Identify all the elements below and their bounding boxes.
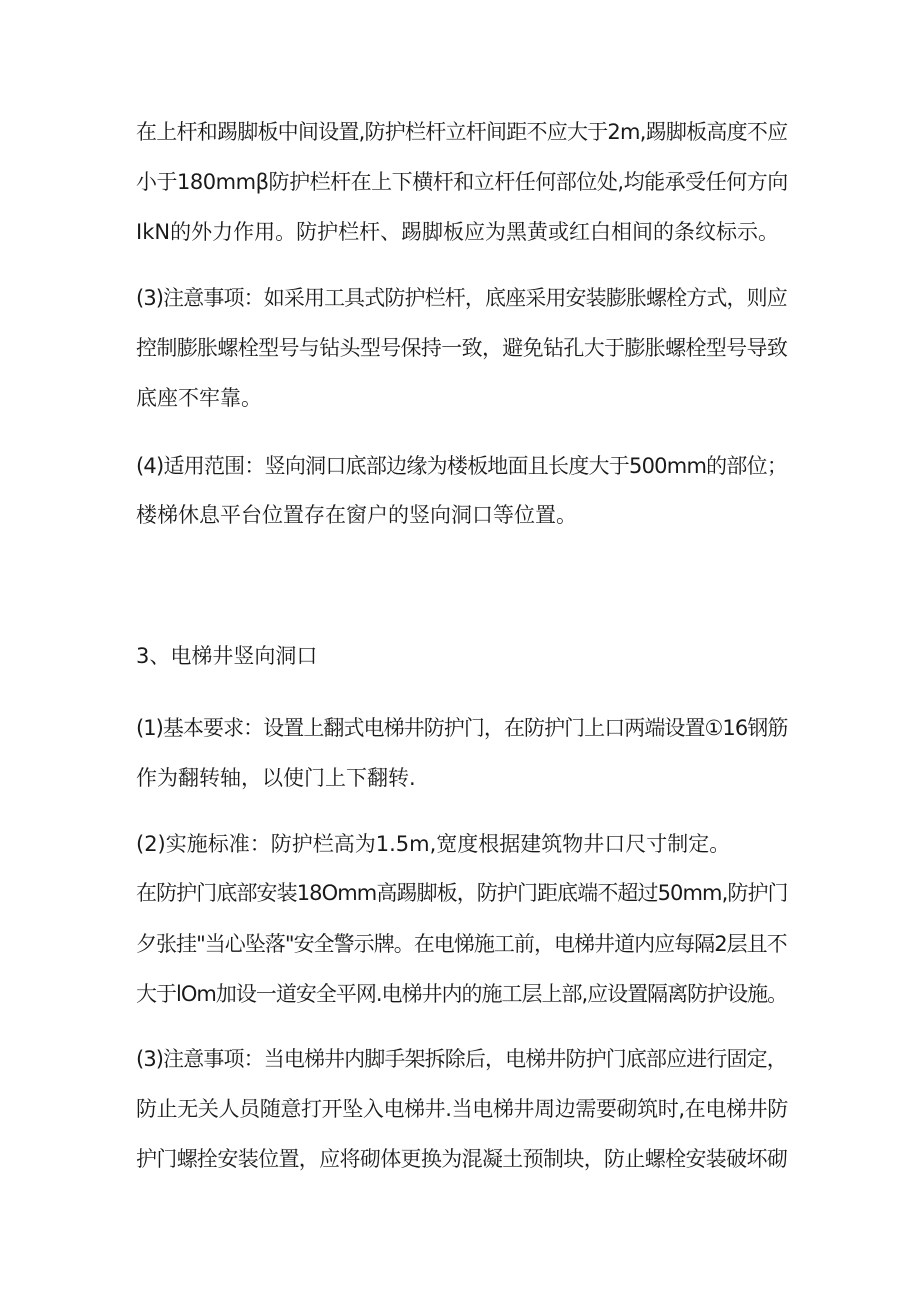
paragraph-5-line-1: (2)实施标准：防护栏高为1.5m,宽度根据建筑物井口尺寸制定。 [136,832,731,856]
paragraph-1-line-3: IkN的外力作用。防护栏杆、踢脚板应为黑黄或红白相间的条纹标示。 [136,220,780,244]
paragraph-5-line-3: 夕张挂"当心坠落"安全警示牌。在电悌施工前，电梯井道内应每隔2层且不 [136,932,787,956]
paragraph-2-line-2: 控制膨胀螺栓型号与钻头型号保持一致，避免钻孔大于膨胀螺栓型号导致 [136,336,788,360]
paragraph-1-line-1: 在上杆和踢脚板中间设置,防护栏杆立杆间距不应大于2m,踢脚板高度不应 [136,120,788,144]
paragraph-3-line-1: (4)适用范围：竖向洞口底部边缘为楼板地面且长度大于500mm的部位； [136,454,788,478]
paragraph-6-line-3: 护门螺拴安装位置，应将砌体更换为混凝土预制块，防止螺栓安装破坏砌 [136,1147,788,1171]
paragraph-3-line-2: 楼梯休息平台位置存在窗户的竖向洞口等位置。 [136,503,577,527]
paragraph-4-line-2: 作为翻转轴，以使门上下翻转. [136,766,416,790]
paragraph-4-line-1: (1)基本要求：设置上翻式电梯井防护门，在防护门上口两端设置①16钢筋 [136,716,788,740]
paragraph-6-line-2: 防止无关人员随意打开坠入电梯井.当电梯井周边需要砌筑时,在电梯井防 [136,1097,788,1121]
paragraph-2-line-3: 底座不牢靠。 [136,386,262,410]
paragraph-2-line-1: (3)注意事项：如采用工具式防护栏杆，底座采用安装膨胀螺栓方式，则应 [136,286,787,310]
paragraph-5-line-4: 大于lOm加设一道安全平网.电梯井内的施工层上部,应设置隔离防护设施。 [136,982,788,1006]
paragraph-1-line-2: 小于180mmβ防护栏杆在上下横杆和立杆任何部位处,均能承受任何方向 [136,170,788,194]
paragraph-6-line-1: (3)注意事项：当电梯井内脚手架拆除后，电梯井防护门底部应进行固定， [136,1047,787,1071]
paragraph-5-line-2: 在防护门底部安装18Omm高踢脚板，防护门距底端不超过50mm,防护门 [136,881,788,905]
section-heading: 3、电梯井竖向洞口 [136,644,318,668]
